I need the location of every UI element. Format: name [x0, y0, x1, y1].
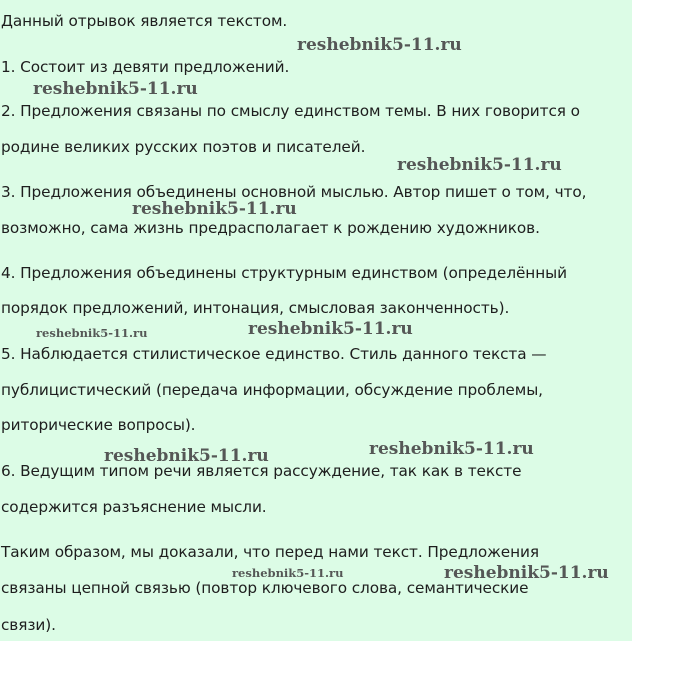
- text-line: содержится разъяснение мысли.: [1, 498, 267, 516]
- text-line: 6. Ведущим типом речи является рассуждение, так как в тексте: [1, 462, 522, 480]
- text-line: Данный отрывок является текстом.: [1, 12, 288, 30]
- watermark-text: reshebnik5-11.ru: [297, 35, 462, 55]
- text-line: связаны цепной связью (повтор ключевого слова, семантические: [1, 579, 529, 597]
- watermark-text: reshebnik5-11.ru: [33, 79, 198, 99]
- text-line: публицистический (передача информации, обсуждение проблемы,: [1, 381, 543, 399]
- watermark-text: reshebnik5-11.ru: [444, 563, 609, 583]
- text-line: 2. Предложения связаны по смыслу единством темы. В них говорится о: [1, 102, 580, 120]
- watermark-text: reshebnik5-11.ru: [369, 439, 534, 459]
- text-line: родине великих русских поэтов и писателей.: [1, 138, 366, 156]
- text-line: связи).: [1, 616, 56, 634]
- text-line: риторические вопросы).: [1, 416, 196, 434]
- text-line: возможно, сама жизнь предрасполагает к рождению художников.: [1, 219, 540, 237]
- text-line: 1. Состоит из девяти предложений.: [1, 58, 290, 76]
- watermark-text: reshebnik5-11.ru: [36, 326, 148, 340]
- text-line: порядок предложений, интонация, смысловая законченность).: [1, 299, 510, 317]
- text-line: 5. Наблюдается стилистическое единство. Стиль данного текста —: [1, 345, 547, 363]
- watermark-text: reshebnik5-11.ru: [248, 319, 413, 339]
- text-line: 3. Предложения объединены основной мыслью. Автор пишет о том, что,: [1, 183, 587, 201]
- watermark-text: reshebnik5-11.ru: [132, 199, 297, 219]
- text-line: 4. Предложения объединены структурным единством (определённый: [1, 264, 567, 282]
- watermark-text: reshebnik5-11.ru: [397, 155, 562, 175]
- text-line: Таким образом, мы доказали, что перед нами текст. Предложения: [1, 543, 539, 561]
- watermark-text: reshebnik5-11.ru: [232, 566, 344, 580]
- watermark-text: reshebnik5-11.ru: [104, 446, 269, 466]
